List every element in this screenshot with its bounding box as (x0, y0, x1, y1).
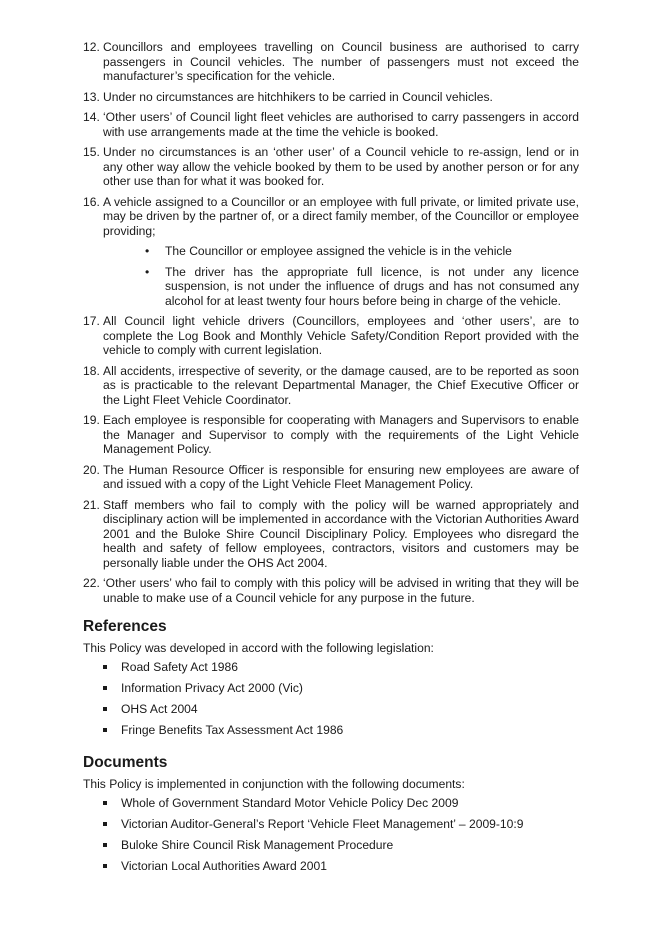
document-text: Whole of Government Standard Motor Vehicle Policy Dec 2009 (121, 795, 459, 810)
list-item-15 (83, 145, 579, 189)
square-bullet-icon (103, 707, 107, 711)
square-bullet-icon (103, 843, 107, 847)
square-bullet-icon (103, 864, 107, 868)
document-item (83, 817, 579, 832)
references-list (83, 660, 579, 738)
bullet-text: The driver has the appropriate full licence, is not under any licence suspension, is not under the influence of drugs and has not consumed any alcohol for at least twenty four hours before being in charge of the vehicle. (165, 264, 579, 308)
item-text: Under no circumstances is an ‘other user’ of a Council vehicle to re-assign, lend or in any other way allow the vehicle booked by them to be used by another person or for any other use than for what it was booked for. (103, 145, 579, 188)
list-item-20 (83, 463, 579, 492)
references-intro: This Policy was developed in accord with the following legislation: (83, 641, 434, 655)
documents-list (83, 796, 579, 874)
item-number: 15. (83, 145, 100, 159)
bullet-icon: • (145, 244, 150, 258)
item-number: 13. (83, 89, 100, 104)
list-item-16 (83, 195, 579, 309)
document-text: Buloke Shire Council Risk Management Procedure (121, 837, 394, 852)
list-item-21 (83, 498, 579, 571)
document-text: Victorian Auditor-General’s Report ‘Vehicle Fleet Management’ – 2009-10:9 (121, 816, 524, 831)
item-number: 17. (83, 314, 100, 328)
sub-bullet-item (103, 265, 579, 309)
item-text: ‘Other users’ who fail to comply with this policy will be advised in writing that they will be unable to make use of a Council vehicle for any purpose in the future. (103, 576, 579, 605)
list-item-18 (83, 364, 579, 408)
numbered-list (83, 40, 579, 605)
reference-item (83, 660, 579, 675)
item-text: Under no circumstances are hitchhikers to be carried in Council vehicles. (103, 89, 493, 104)
item-number: 16. (83, 194, 100, 209)
reference-text: Road Safety Act 1986 (121, 659, 238, 674)
document-item (83, 838, 579, 853)
document-item (83, 796, 579, 811)
references-heading: References (83, 618, 167, 635)
reference-item (83, 702, 579, 717)
item-text: Staff members who fail to comply with the policy will be warned appropriately and disciplinary action will be implemented in accordance with the Victorian Authorities Award 2001 and the Buloke Shire Council Disciplinary Policy. Employees who disregard the health and safety of fellow employees, contractors, visitors and customers may be personally liable under the OHS Act 2004. (103, 497, 579, 570)
item-text: A vehicle assigned to a Councillor or an employee with full private, or limited private use, may be driven by the partner of, or a direct family member, of the Councillor or employee providing; (103, 194, 579, 238)
sub-bullet-item (103, 244, 579, 259)
list-item-19 (83, 413, 579, 457)
list-item-12 (83, 40, 579, 84)
documents-section (83, 753, 579, 873)
item-text: ‘Other users’ of Council light fleet vehicles are authorised to carry passengers in accord with use arrangements made at the time the vehicle is booked. (103, 110, 579, 139)
reference-item (83, 681, 579, 696)
reference-item (83, 723, 579, 738)
item-number: 21. (83, 497, 100, 512)
item-number: 12. (83, 40, 100, 54)
square-bullet-icon (103, 665, 107, 669)
item-text: All accidents, irrespective of severity, or the damage caused, are to be reported as soon as is practicable to the relevant Departmental Manager, the Chief Executive Officer or the Light Fleet Vehicle Coordinator. (103, 363, 579, 407)
document-text: Victorian Local Authorities Award 2001 (121, 858, 327, 873)
item-text: Each employee is responsible for cooperating with Managers and Supervisors to enable the Manager and Supervisor to comply with the requirements of the Light Vehicle Management Policy. (103, 413, 579, 456)
item-number: 14. (83, 110, 100, 124)
item-text: Councillors and employees travelling on Council business are authorised to carry passengers in Council vehicles. The number of passengers must not exceed the manufacturer’s specification for the vehicle. (103, 40, 579, 83)
bullet-icon: • (145, 264, 150, 279)
square-bullet-icon (103, 728, 107, 732)
list-item-22 (83, 576, 579, 605)
square-bullet-icon (103, 686, 107, 690)
item-number: 22. (83, 576, 100, 590)
list-item-14 (83, 110, 579, 139)
square-bullet-icon (103, 801, 107, 805)
references-section (83, 617, 579, 737)
document-item (83, 859, 579, 874)
item-number: 20. (83, 462, 100, 477)
reference-text: OHS Act 2004 (121, 701, 198, 716)
reference-text: Information Privacy Act 2000 (Vic) (121, 680, 303, 695)
item-text: All Council light vehicle drivers (Councillors, employees and ‘other users’, are to complete the Log Book and Monthly Vehicle Safety/Condition Report provided with the vehicle to comply with current legislation. (103, 314, 579, 357)
square-bullet-icon (103, 822, 107, 826)
bullet-text: The Councillor or employee assigned the vehicle is in the vehicle (165, 244, 512, 258)
sub-bullet-list (103, 244, 579, 308)
list-item-13 (83, 90, 579, 105)
item-text: The Human Resource Officer is responsible for ensuring new employees are aware of and issued with a copy of the Light Vehicle Fleet Management Policy. (103, 462, 579, 491)
documents-heading: Documents (83, 754, 168, 771)
documents-intro: This Policy is implemented in conjunction with the following documents: (83, 777, 465, 791)
reference-text: Fringe Benefits Tax Assessment Act 1986 (121, 722, 344, 737)
list-item-17 (83, 314, 579, 358)
item-number: 19. (83, 413, 100, 427)
document-page (83, 40, 579, 880)
item-number: 18. (83, 363, 100, 378)
